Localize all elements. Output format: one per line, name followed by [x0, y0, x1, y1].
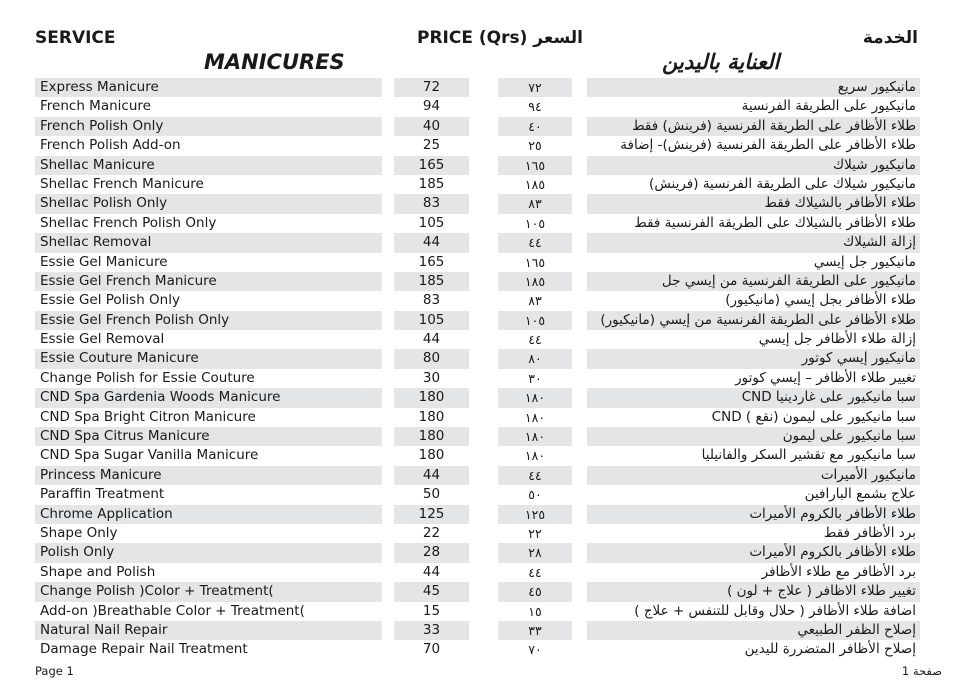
arabic-price-cell: ١٥ — [498, 602, 572, 621]
arabic-price-cell: ٧٠ — [498, 640, 572, 659]
arabic-service-name-cell: سبا مانيكيور على ليمون (نقع ) CND — [587, 408, 920, 427]
price-cell: 44 — [394, 233, 469, 252]
arabic-service-name-cell: مانيكيور إيسي كوتور — [587, 349, 920, 368]
price-cell: 44 — [394, 466, 469, 485]
section-title-arabic: العناية باليدين — [662, 50, 780, 74]
arabic-service-name-cell: مانيكيور على الطريقة الفرنسية من إيسي جل — [587, 272, 920, 291]
price-cell: 185 — [394, 272, 469, 291]
price-cell: 180 — [394, 408, 469, 427]
service-name-cell: French Polish Only — [35, 117, 382, 136]
service-name-cell: Shape and Polish — [35, 563, 382, 582]
price-cell: 44 — [394, 330, 469, 349]
arabic-service-name-cell: طلاء الأظافر بالكروم الأميرات — [587, 543, 920, 562]
arabic-price-cell: ٤٤ — [498, 466, 572, 485]
arabic-price-cell: ١٦٥ — [498, 253, 572, 272]
arabic-price-cell: ٢٢ — [498, 524, 572, 543]
price-cell: 180 — [394, 388, 469, 407]
price-cell: 70 — [394, 640, 469, 659]
service-name-cell: Express Manicure — [35, 78, 382, 97]
price-header: PRICE (Qrs) السعر — [417, 28, 583, 48]
service-names-column — [35, 78, 382, 660]
arabic-service-name-cell: مانيكيور جل إيسي — [587, 253, 920, 272]
service-name-cell: Essie Gel French Manicure — [35, 272, 382, 291]
arabic-service-name-cell: مانيكيور الأميرات — [587, 466, 920, 485]
arabic-service-name-cell: طلاء الأظافر على الطريقة الفرنسية من إيسي (مانيكيور) — [587, 311, 920, 330]
price-cell: 80 — [394, 349, 469, 368]
arabic-price-cell: ٣٣ — [498, 621, 572, 640]
arabic-prices-column — [498, 78, 572, 660]
service-name-cell: Change Polish for Essie Couture — [35, 369, 382, 388]
service-name-cell: French Manicure — [35, 97, 382, 116]
service-name-cell: Essie Gel Polish Only — [35, 291, 382, 310]
arabic-service-name-cell: برد الأظافر مع طلاء الأظافر — [587, 563, 920, 582]
service-header-arabic: الخدمة — [862, 28, 918, 48]
arabic-price-cell: ٣٠ — [498, 369, 572, 388]
service-name-cell: Essie Gel Manicure — [35, 253, 382, 272]
service-name-cell: CND Spa Citrus Manicure — [35, 427, 382, 446]
service-name-cell: Paraffin Treatment — [35, 485, 382, 504]
arabic-price-cell: ٤٥ — [498, 582, 572, 601]
arabic-service-name-cell: علاج بشمع البارافين — [587, 485, 920, 504]
arabic-price-cell: ٥٠ — [498, 485, 572, 504]
arabic-service-name-cell: سبا مانيكيور على غاردينيا CND — [587, 388, 920, 407]
arabic-price-cell: ٩٤ — [498, 97, 572, 116]
arabic-price-cell: ١٨٠ — [498, 446, 572, 465]
arabic-service-name-cell: إصلاح الظفر الطبيعي — [587, 621, 920, 640]
price-cell: 28 — [394, 543, 469, 562]
service-name-cell: Chrome Application — [35, 505, 382, 524]
price-cell: 44 — [394, 563, 469, 582]
price-cell: 165 — [394, 156, 469, 175]
arabic-price-cell: ١٢٥ — [498, 505, 572, 524]
arabic-price-cell: ٨٣ — [498, 194, 572, 213]
arabic-price-cell: ٤٤ — [498, 563, 572, 582]
price-cell: 105 — [394, 214, 469, 233]
price-cell: 94 — [394, 97, 469, 116]
service-name-cell: Natural Nail Repair — [35, 621, 382, 640]
price-cell: 180 — [394, 427, 469, 446]
arabic-price-cell: ١٨٥ — [498, 175, 572, 194]
price-cell: 40 — [394, 117, 469, 136]
section-title-english: MANICURES — [204, 50, 345, 74]
arabic-price-cell: ١٨٠ — [498, 388, 572, 407]
price-cell: 25 — [394, 136, 469, 155]
arabic-service-name-cell: برد الأظافر فقط — [587, 524, 920, 543]
service-name-cell: Change Polish )Color + Treatment( — [35, 582, 382, 601]
arabic-service-name-cell: طلاء الأظافر بالكروم الأميرات — [587, 505, 920, 524]
price-cell: 83 — [394, 291, 469, 310]
prices-column — [394, 78, 469, 660]
price-cell: 185 — [394, 175, 469, 194]
arabic-service-name-cell: تغيير طلاء الأظافر – إيسي كوتور — [587, 369, 920, 388]
price-cell: 30 — [394, 369, 469, 388]
service-name-cell: Shellac French Polish Only — [35, 214, 382, 233]
arabic-price-cell: ١٨٠ — [498, 408, 572, 427]
service-name-cell: CND Spa Bright Citron Manicure — [35, 408, 382, 427]
service-name-cell: Essie Gel Removal — [35, 330, 382, 349]
arabic-price-cell: ٤٠ — [498, 117, 572, 136]
arabic-price-cell: ١٨٠ — [498, 427, 572, 446]
arabic-service-name-cell: سبا مانيكيور على ليمون — [587, 427, 920, 446]
arabic-service-name-cell: تغيير طلاء الاظافر ( علاج + لون ) — [587, 582, 920, 601]
arabic-service-name-cell: إصلاح الأظافر المتضررة لليدين — [587, 640, 920, 659]
arabic-service-name-cell: اضافة طلاء الأظافر ( حلال وقابل للتنفس + علاج ) — [587, 602, 920, 621]
service-name-cell: Add-on )Breathable Color + Treatment( — [35, 602, 382, 621]
arabic-price-cell: ١٦٥ — [498, 156, 572, 175]
arabic-service-name-cell: إزالة طلاء الأظافر جل إيسي — [587, 330, 920, 349]
service-name-cell: Essie Gel French Polish Only — [35, 311, 382, 330]
price-cell: 180 — [394, 446, 469, 465]
service-name-cell: Shellac Manicure — [35, 156, 382, 175]
arabic-service-name-cell: مانيكيور على الطريقة الفرنسية — [587, 97, 920, 116]
price-cell: 105 — [394, 311, 469, 330]
arabic-price-cell: ١٨٥ — [498, 272, 572, 291]
service-name-cell: CND Spa Sugar Vanilla Manicure — [35, 446, 382, 465]
service-name-cell: Essie Couture Manicure — [35, 349, 382, 368]
arabic-price-cell: ٨٣ — [498, 291, 572, 310]
arabic-service-name-cell: سبا مانيكيور مع تقشير السكر والفانيليا — [587, 446, 920, 465]
arabic-price-cell: ٢٨ — [498, 543, 572, 562]
arabic-service-name-cell: طلاء الأظافر على الطريقة الفرنسية (فرينش)- إضافة — [587, 136, 920, 155]
service-name-cell: CND Spa Gardenia Woods Manicure — [35, 388, 382, 407]
service-name-cell: French Polish Add-on — [35, 136, 382, 155]
arabic-price-cell: ٢٥ — [498, 136, 572, 155]
arabic-price-cell: ٧٢ — [498, 78, 572, 97]
price-cell: 33 — [394, 621, 469, 640]
price-cell: 15 — [394, 602, 469, 621]
page-number: Page 1 — [35, 664, 74, 678]
price-cell: 83 — [394, 194, 469, 213]
service-name-cell: Polish Only — [35, 543, 382, 562]
arabic-service-name-cell: طلاء الأظافر على الطريقة الفرنسية (فرينش) فقط — [587, 117, 920, 136]
price-cell: 165 — [394, 253, 469, 272]
arabic-price-cell: ١٠٥ — [498, 311, 572, 330]
arabic-price-cell: ٤٤ — [498, 233, 572, 252]
service-name-cell: Shellac Removal — [35, 233, 382, 252]
page-number-arabic: صفحة 1 — [901, 664, 942, 678]
price-cell: 50 — [394, 485, 469, 504]
arabic-price-cell: ١٠٥ — [498, 214, 572, 233]
service-name-cell: Princess Manicure — [35, 466, 382, 485]
arabic-price-cell: ٨٠ — [498, 349, 572, 368]
price-cell: 22 — [394, 524, 469, 543]
arabic-service-name-cell: مانيكيور سريع — [587, 78, 920, 97]
arabic-service-name-cell: مانيكيور شيلاك — [587, 156, 920, 175]
arabic-service-name-cell: طلاء الأظافر بالشيلاك على الطريقة الفرنسية فقط — [587, 214, 920, 233]
price-cell: 45 — [394, 582, 469, 601]
service-name-cell: Damage Repair Nail Treatment — [35, 640, 382, 659]
service-name-cell: Shellac Polish Only — [35, 194, 382, 213]
service-name-cell: Shape Only — [35, 524, 382, 543]
service-name-cell: Shellac French Manicure — [35, 175, 382, 194]
arabic-service-name-cell: طلاء الأظافر بجل إيسي (مانيكيور) — [587, 291, 920, 310]
arabic-service-name-cell: إزالة الشيلاك — [587, 233, 920, 252]
service-header: SERVICE — [35, 28, 116, 48]
arabic-service-name-cell: طلاء الأظافر بالشيلاك فقط — [587, 194, 920, 213]
arabic-service-names-column — [587, 78, 920, 660]
arabic-service-name-cell: مانيكيور شيلاك على الطريقة الفرنسية (فرينش) — [587, 175, 920, 194]
price-cell: 72 — [394, 78, 469, 97]
arabic-price-cell: ٤٤ — [498, 330, 572, 349]
price-cell: 125 — [394, 505, 469, 524]
